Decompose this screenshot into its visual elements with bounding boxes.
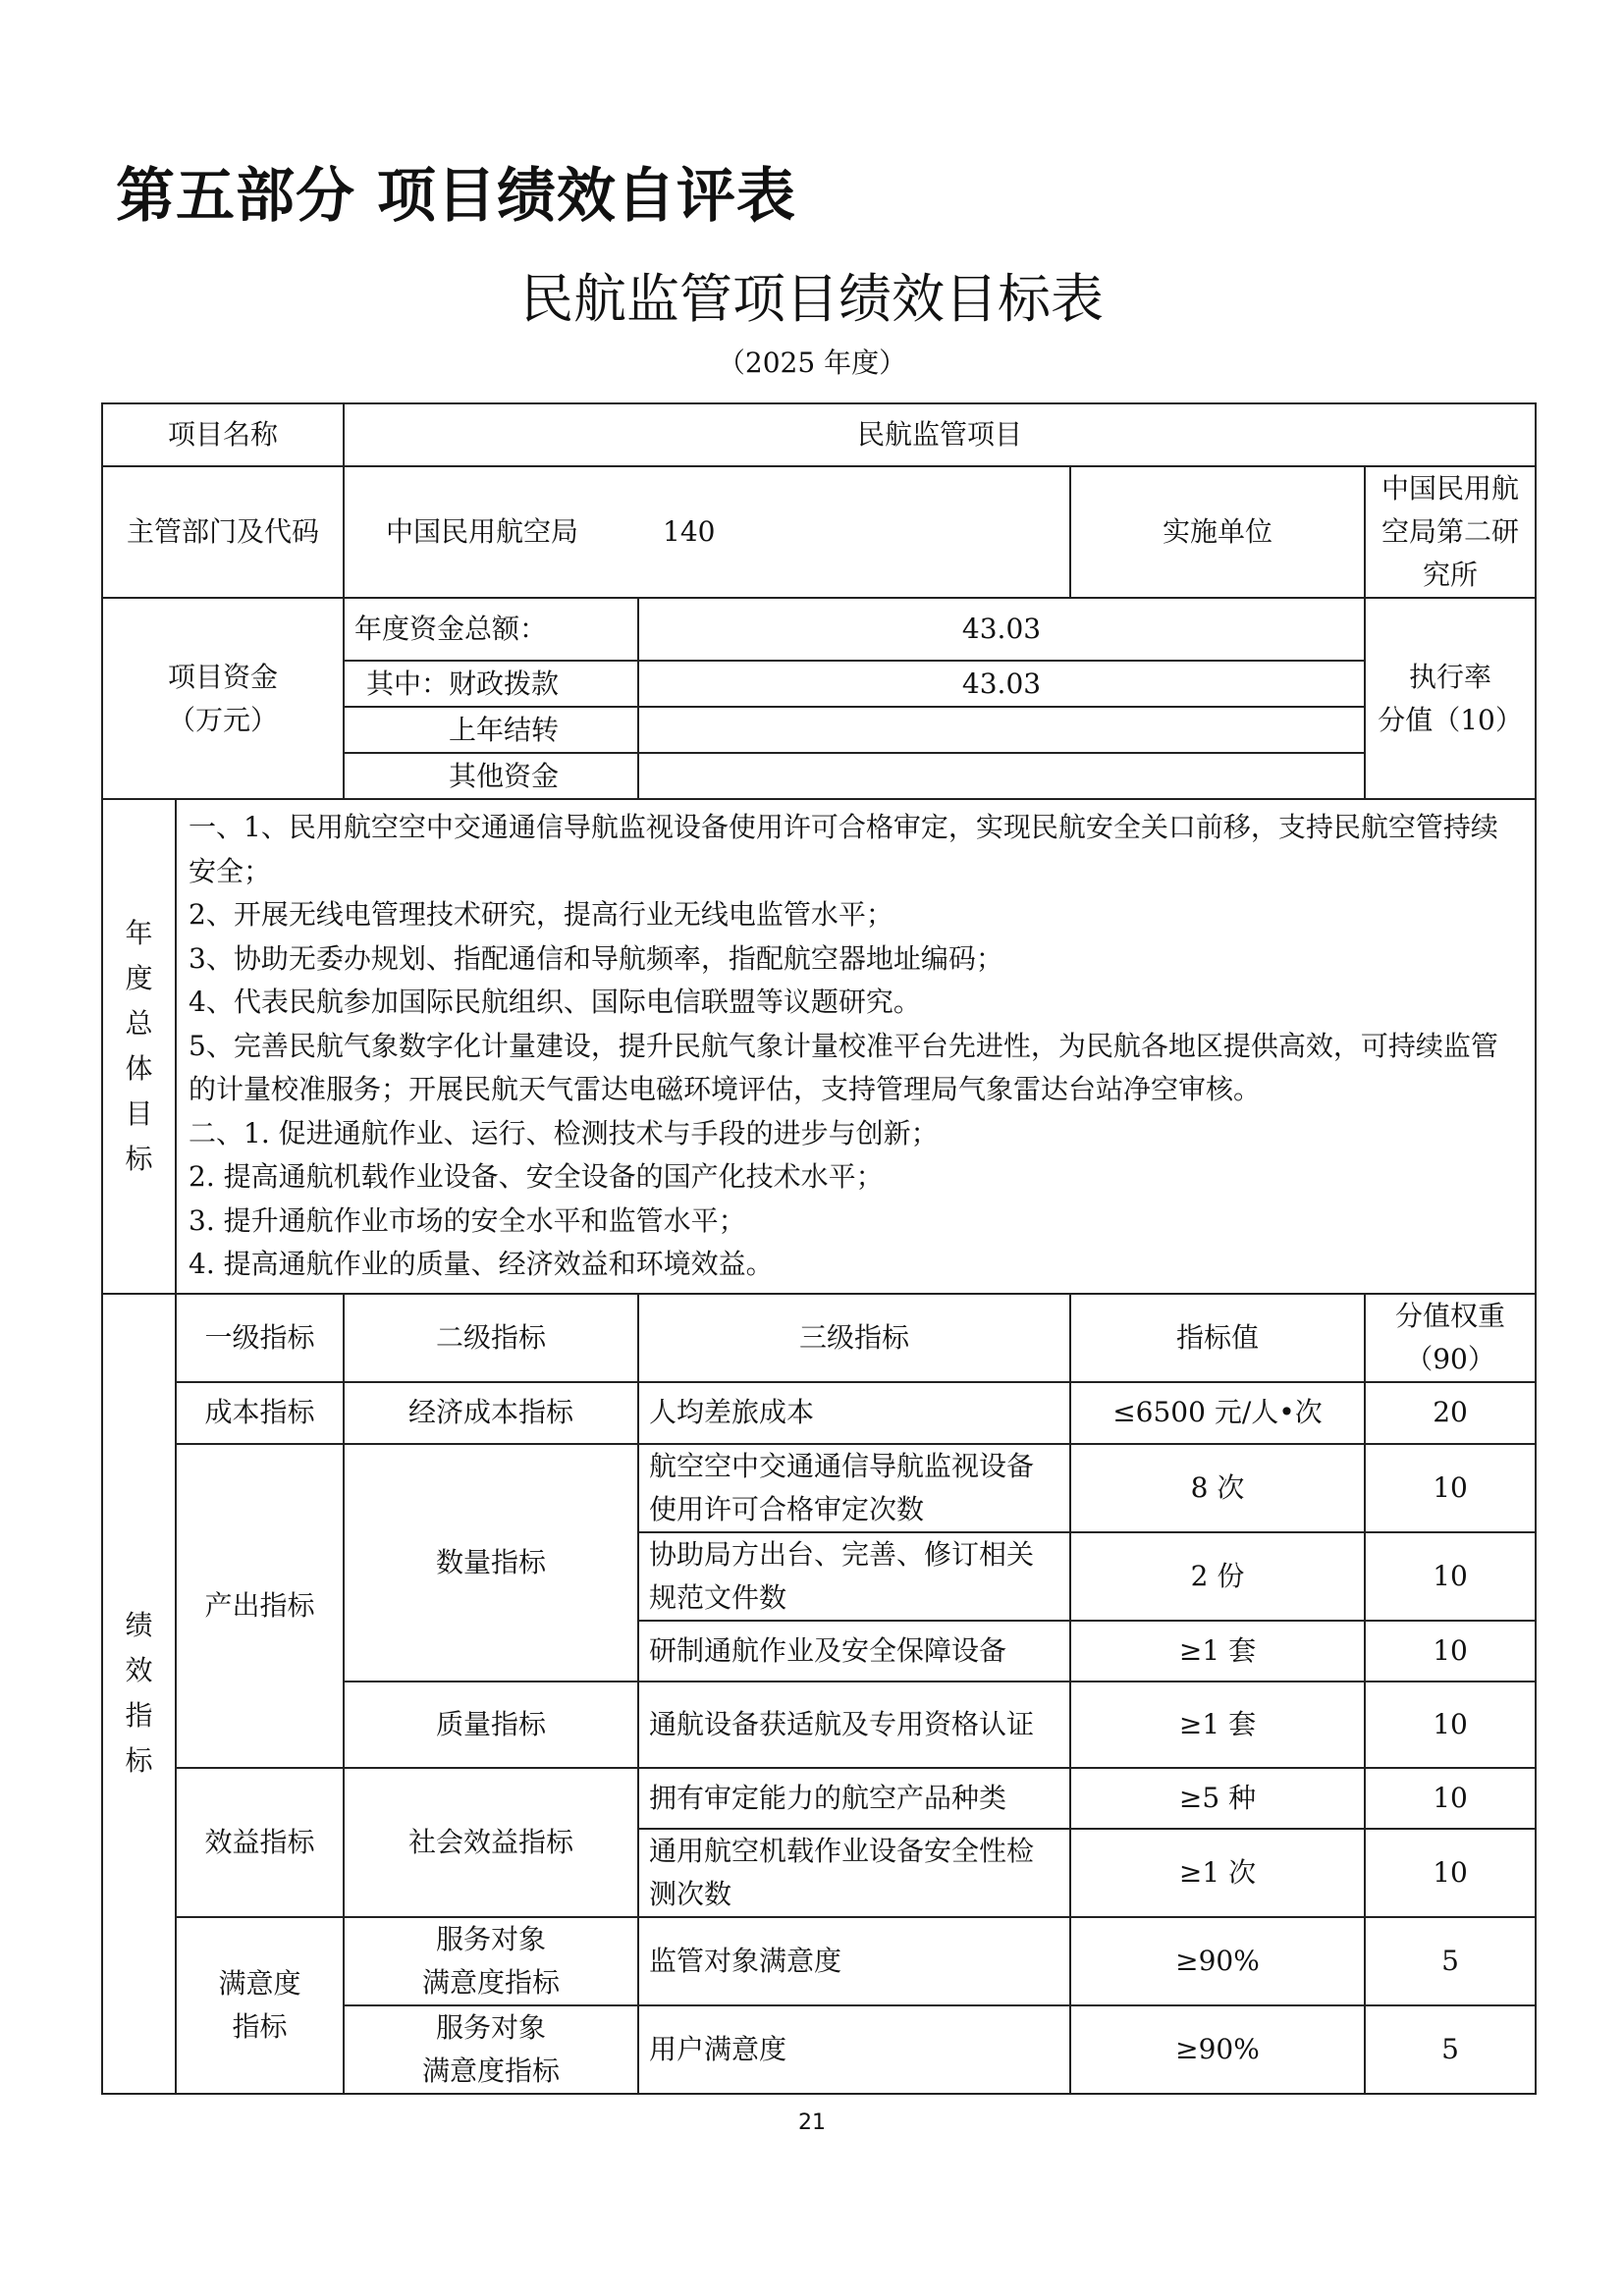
- funds-label-line1: 项目资金: [168, 660, 279, 693]
- project-name-label: 项目名称: [102, 403, 344, 466]
- goal-line: 2、开展无线电管理技术研究，提高行业无线电监管水平；: [189, 898, 893, 931]
- weight-cell: 20: [1365, 1382, 1536, 1444]
- indicators-header-row: [102, 1294, 1536, 1382]
- weight-cell: 10: [1365, 1768, 1536, 1829]
- weight-cell: 10: [1365, 1621, 1536, 1682]
- level2-line: 服务对象: [436, 1922, 547, 1955]
- indicators-label-char: 标: [125, 1744, 153, 1777]
- funds-other-label: 其他资金: [344, 753, 638, 799]
- goals-label-char: 度: [125, 961, 153, 994]
- level2-cell: [344, 2005, 638, 2094]
- goal-line: 4. 提高通航作业的质量、经济效益和环境效益。: [189, 1248, 774, 1280]
- annual-goals-row: [102, 799, 1536, 1294]
- value-cell: ≥90%: [1070, 1917, 1365, 2005]
- funds-carryover-label: 上年结转: [344, 707, 638, 753]
- level1-cell: 效益指标: [176, 1768, 344, 1917]
- value-cell: ≥1 套: [1070, 1621, 1365, 1682]
- level1-line: 指标: [232, 2009, 288, 2043]
- header-weight-line1: 分值权重: [1395, 1299, 1506, 1332]
- section-title: 第五部分 项目绩效自评表: [116, 162, 796, 231]
- weight-cell: 5: [1365, 2005, 1536, 2094]
- goal-line: 5、完善民航气象数字化计量建设，提升民航气象计量校准平台先进性，为民航各地区提供高效，可持续监管的计量校准服务；开展民航天气雷达电磁环境评估，支持管理局气象雷达台站净空审核。: [189, 1029, 1498, 1105]
- department-name: 中国民用航空局: [386, 515, 579, 548]
- goal-line: 一、1、民用航空空中交通通信导航监视设备使用许可合格审定，实现民航安全关口前移，支持民航空管持续安全；: [189, 811, 1498, 887]
- value-cell: ≥1 次: [1070, 1829, 1365, 1917]
- level2-cell: 质量指标: [344, 1682, 638, 1768]
- value-cell: ≥90%: [1070, 2005, 1365, 2094]
- department-row: [102, 466, 1536, 598]
- level3-cell: 人均差旅成本: [638, 1382, 1070, 1444]
- department-code: 140: [663, 515, 716, 548]
- weight-cell: 10: [1365, 1682, 1536, 1768]
- funds-carryover-value: [638, 707, 1365, 753]
- funds-total-label: 年度资金总额：: [344, 598, 638, 661]
- level2-cell: [344, 1917, 638, 2005]
- implementing-unit-value: 中国民用航空局第二研究所: [1365, 466, 1536, 598]
- level2-line: 满意度指标: [422, 2054, 561, 2087]
- header-level2: 二级指标: [344, 1294, 638, 1382]
- table-row: [102, 1382, 1536, 1444]
- table-row: [102, 1917, 1536, 2005]
- level3-cell: 航空空中交通通信导航监视设备使用许可合格审定次数: [638, 1444, 1070, 1532]
- table-row: [102, 1444, 1536, 1532]
- weight-cell: 10: [1365, 1829, 1536, 1917]
- funds-fiscal-value: 43.03: [638, 661, 1365, 707]
- implementing-unit-label: 实施单位: [1070, 466, 1365, 598]
- table-row: [102, 1768, 1536, 1829]
- execution-rate-line2: 分值（10）: [1378, 703, 1523, 736]
- level1-line: 满意度: [218, 1966, 301, 2000]
- level3-cell: 拥有审定能力的航空产品种类: [638, 1768, 1070, 1829]
- weight-cell: 5: [1365, 1917, 1536, 2005]
- year-label: （2025 年度）: [717, 347, 907, 379]
- goals-label-char: 年: [125, 916, 153, 949]
- level1-cell: 产出指标: [176, 1444, 344, 1768]
- level3-cell: 协助局方出台、完善、修订相关规范文件数: [638, 1532, 1070, 1621]
- execution-rate-label: [1365, 598, 1536, 799]
- page-number: 21: [798, 2110, 826, 2135]
- value-cell: ≥1 套: [1070, 1682, 1365, 1768]
- indicators-label-char: 效: [125, 1654, 153, 1686]
- header-level1: 一级指标: [176, 1294, 344, 1382]
- value-cell: 8 次: [1070, 1444, 1365, 1532]
- funds-label: [102, 598, 344, 799]
- indicators-label: [102, 1294, 176, 2094]
- table-title: 民航监管项目绩效目标表: [520, 268, 1104, 330]
- goal-line: 二、1. 促进通航作业、运行、检测技术与手段的进步与创新；: [189, 1116, 939, 1149]
- header-weight: [1365, 1294, 1536, 1382]
- indicators-label-char: 绩: [125, 1609, 153, 1641]
- level3-cell: 研制通航作业及安全保障设备: [638, 1621, 1070, 1682]
- goal-line: 3. 提升通航作业市场的安全水平和监管水平；: [189, 1203, 746, 1237]
- annual-goals-text: [176, 799, 1536, 1294]
- annual-goals-label: [102, 799, 176, 1294]
- value-cell: ≥5 种: [1070, 1768, 1365, 1829]
- performance-target-table: [101, 402, 1537, 2095]
- level3-cell: 通用航空机载作业设备安全性检测次数: [638, 1829, 1070, 1917]
- goals-label-char: 目: [125, 1096, 153, 1130]
- level3-cell: 通航设备获适航及专用资格认证: [638, 1682, 1070, 1768]
- level3-cell: 用户满意度: [638, 2005, 1070, 2094]
- goal-line: 2. 提高通航机载作业设备、安全设备的国产化技术水平；: [189, 1160, 884, 1193]
- goals-label-char: 体: [125, 1051, 153, 1085]
- level2-line: 满意度指标: [422, 1965, 561, 1999]
- project-name-value: 民航监管项目: [344, 403, 1536, 466]
- level2-cell: 社会效益指标: [344, 1768, 638, 1917]
- project-name-row: [102, 403, 1536, 466]
- level1-cell: [176, 1917, 344, 2094]
- funds-row-total: [102, 598, 1536, 661]
- goals-label-char: 总: [125, 1006, 153, 1040]
- header-value: 指标值: [1070, 1294, 1365, 1382]
- indicators-label-char: 指: [125, 1699, 153, 1732]
- header-weight-line2: （90）: [1405, 1342, 1495, 1375]
- level2-line: 服务对象: [436, 2010, 547, 2044]
- level2-cell: 经济成本指标: [344, 1382, 638, 1444]
- goal-line: 4、代表民航参加国际民航组织、国际电信联盟等议题研究。: [189, 986, 921, 1018]
- goals-label-char: 标: [125, 1142, 153, 1175]
- goal-line: 3、协助无委办规划、指配通信和导航频率，指配航空器地址编码；: [189, 941, 1003, 975]
- header-level3: 三级指标: [638, 1294, 1070, 1382]
- funds-total-value: 43.03: [638, 598, 1365, 661]
- funds-label-line2: （万元）: [168, 703, 279, 736]
- level3-cell: 监管对象满意度: [638, 1917, 1070, 2005]
- level1-cell: 成本指标: [176, 1382, 344, 1444]
- weight-cell: 10: [1365, 1532, 1536, 1621]
- value-cell: 2 份: [1070, 1532, 1365, 1621]
- weight-cell: 10: [1365, 1444, 1536, 1532]
- department-value: [344, 466, 1070, 598]
- execution-rate-line1: 执行率: [1409, 660, 1492, 693]
- level2-cell: 数量指标: [344, 1444, 638, 1682]
- funds-other-value: [638, 753, 1365, 799]
- funds-fiscal-label: 其中：财政拨款: [344, 661, 638, 707]
- department-label: 主管部门及代码: [102, 466, 344, 598]
- value-cell: ≤6500 元/人•次: [1070, 1382, 1365, 1444]
